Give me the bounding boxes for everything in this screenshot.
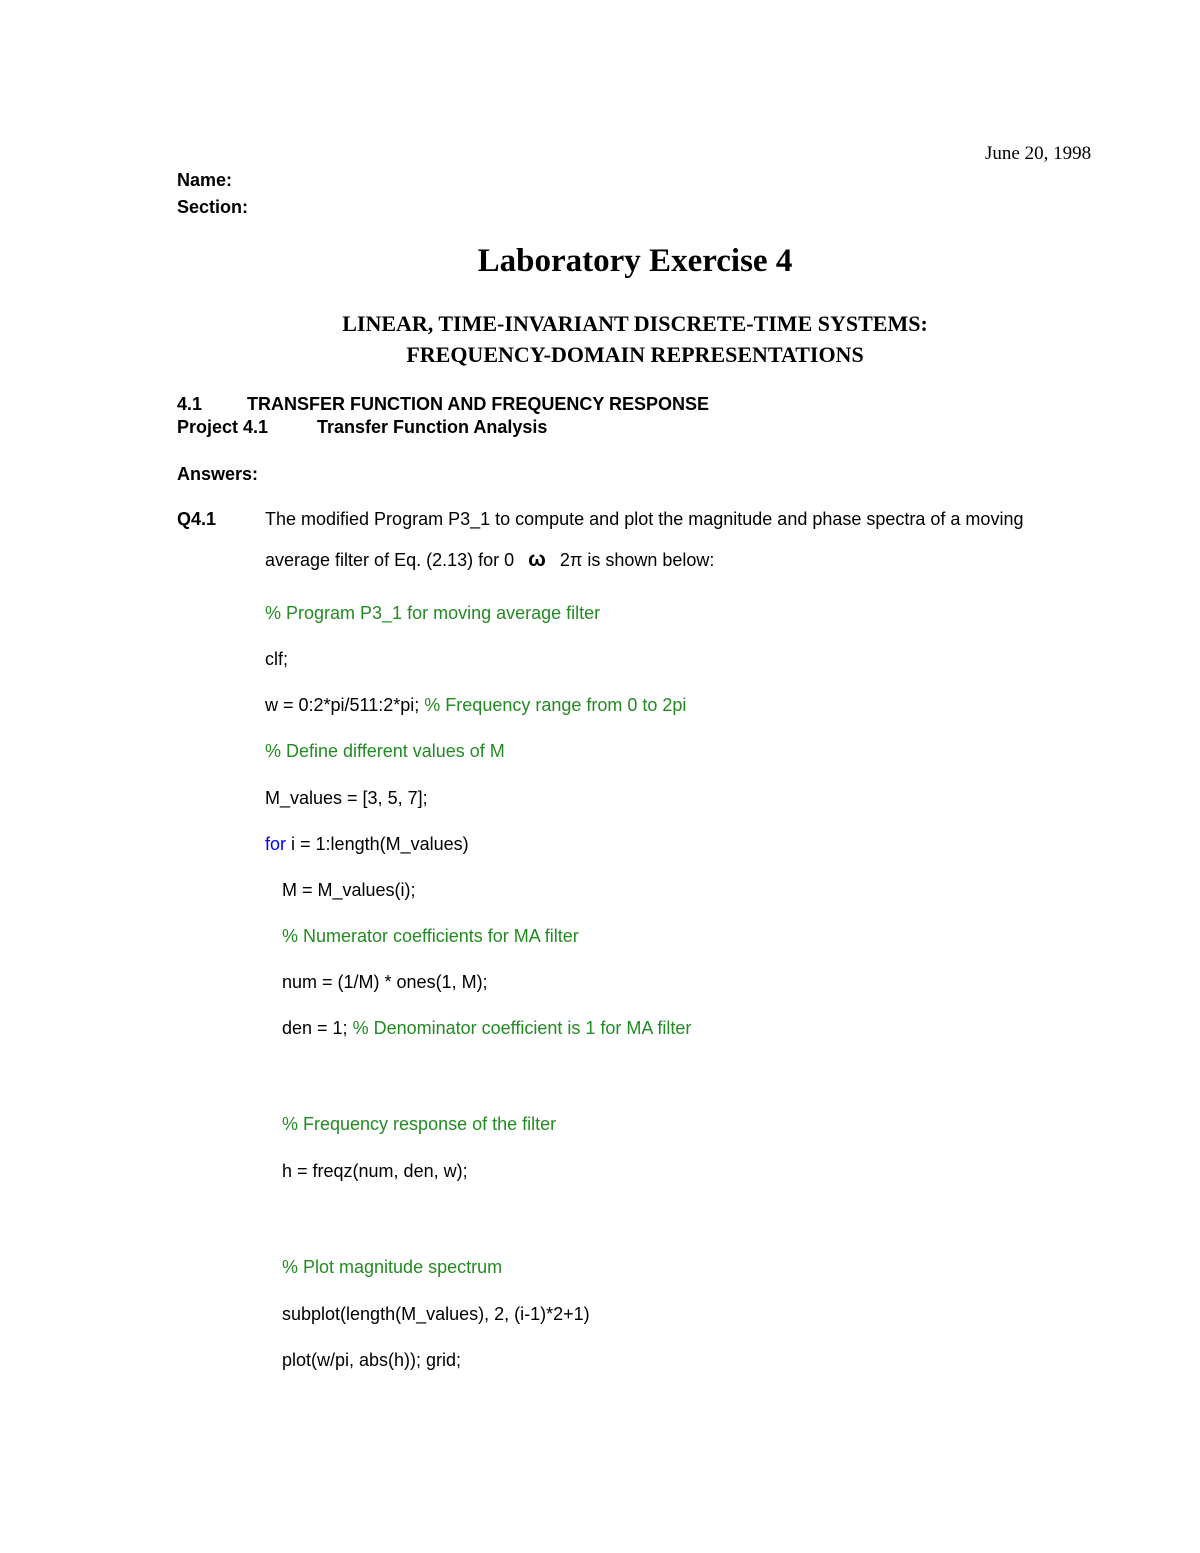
code-line-6-rest: i = 1:length(M_values) [291, 834, 469, 854]
document-date: June 20, 1998 [985, 143, 1092, 164]
code-line-5: M_values = [3, 5, 7]; [265, 788, 428, 808]
code-line-12: h = freqz(num, den, w); [282, 1161, 468, 1181]
answers-label: Answers: [177, 464, 259, 484]
code-line-8: % Numerator coefficients for MA filter [282, 926, 579, 946]
code-line-3 [265, 695, 686, 716]
question-id: Q4.1 [177, 509, 217, 529]
code-line-9: num = (1/M) * ones(1, M); [282, 972, 488, 992]
code-keyword-for: for [265, 834, 287, 854]
question-text-line-1: The modified Program P3_1 to compute and plot the magnitude and phase spectra of a moving [265, 509, 1024, 529]
omega-symbol: ω [528, 548, 546, 571]
code-line-13: % Plot magnitude spectrum [282, 1257, 503, 1277]
code-line-4: % Define different values of M [265, 741, 505, 761]
section-number: 4.1 [177, 394, 203, 414]
code-line-10 [282, 1018, 691, 1039]
code-line-6 [265, 834, 469, 855]
section-label: Section: [177, 197, 249, 217]
question-text-part-a: average filter of Eq. (2.13) for 0 [265, 550, 515, 570]
code-line-11: % Frequency response of the filter [282, 1114, 557, 1134]
code-line-3-comment: % Frequency range from 0 to 2pi [424, 695, 687, 715]
project-title: Transfer Function Analysis [317, 417, 548, 437]
code-line-15: plot(w/pi, abs(h)); grid; [282, 1350, 462, 1370]
section-title: TRANSFER FUNCTION AND FREQUENCY RESPONSE [247, 394, 710, 414]
question-text-part-b: 2π is shown below: [559, 550, 715, 570]
question-text-line-2 [265, 548, 714, 572]
code-line-3-code: w = 0:2*pi/511:2*pi; [265, 695, 420, 715]
code-line-7: M = M_values(i); [282, 880, 416, 900]
name-label: Name: [177, 170, 233, 190]
page-title: Laboratory Exercise 4 [477, 243, 793, 279]
project-label: Project 4.1 [177, 417, 269, 437]
code-line-14: subplot(length(M_values), 2, (i-1)*2+1) [282, 1304, 590, 1324]
code-line-2: clf; [265, 649, 289, 669]
code-line-10-code: den = 1; [282, 1018, 348, 1038]
subtitle-line-2: FREQUENCY-DOMAIN REPRESENTATIONS [406, 342, 864, 367]
code-line-10-comment: % Denominator coefficient is 1 for MA filter [352, 1018, 692, 1038]
subtitle-line-1: LINEAR, TIME-INVARIANT DISCRETE-TIME SYSTEMS: [342, 311, 928, 336]
code-line-1: % Program P3_1 for moving average filter [265, 603, 601, 623]
